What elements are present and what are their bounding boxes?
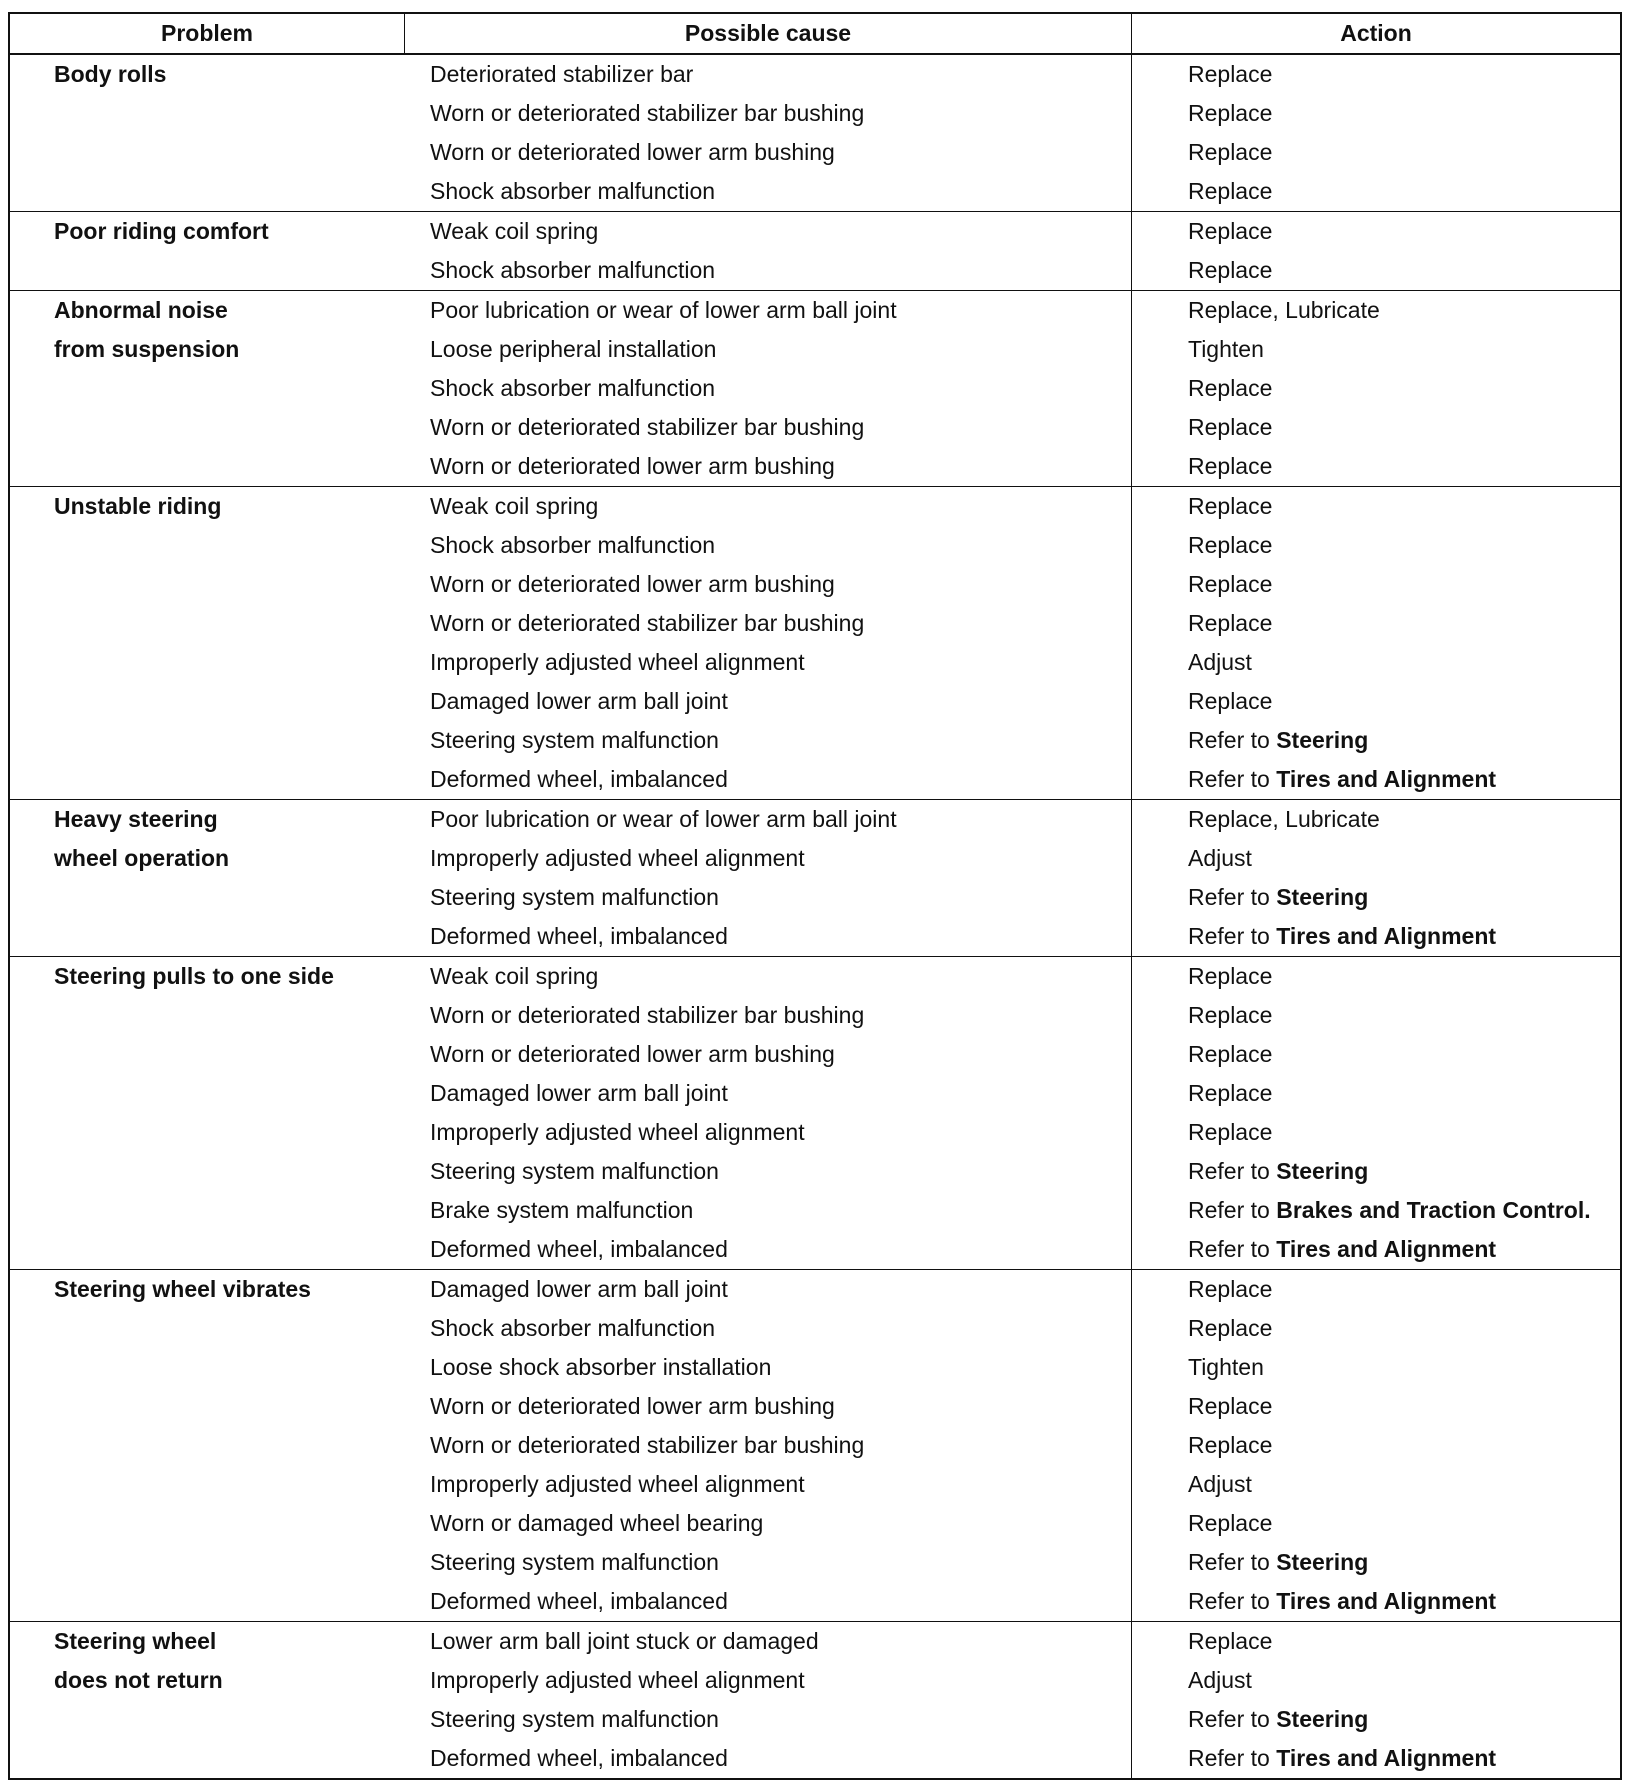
- action-cell: [1132, 493, 1620, 520]
- action-text: Refer to: [1188, 1197, 1270, 1223]
- cause-rows: [405, 291, 1620, 486]
- table-row: [405, 682, 1620, 721]
- table-row: [405, 369, 1620, 408]
- action-cell: [1132, 688, 1620, 715]
- problem-cell: [10, 487, 405, 799]
- table-body: [10, 55, 1620, 1778]
- action-text: Tighten: [1188, 1354, 1264, 1380]
- action-text: Refer to: [1188, 1158, 1270, 1184]
- table-row: [405, 760, 1620, 799]
- action-text: Replace: [1188, 1041, 1273, 1067]
- cause-cell: Deformed wheel, imbalanced: [405, 1230, 1132, 1269]
- action-cell: [1132, 1119, 1620, 1146]
- cause-cell: Shock absorber malfunction: [405, 1309, 1132, 1348]
- action-reference: Steering: [1276, 727, 1369, 753]
- action-text: Replace: [1188, 493, 1273, 519]
- action-text: Replace: [1188, 257, 1273, 283]
- action-cell: [1132, 218, 1620, 245]
- cause-cell: Improperly adjusted wheel alignment: [405, 839, 1132, 878]
- table-row: [405, 1270, 1620, 1309]
- problem-cell: [10, 957, 405, 1269]
- problem-text: from suspension: [54, 336, 240, 362]
- action-cell: [1132, 1510, 1620, 1537]
- action-text: Replace: [1188, 218, 1273, 244]
- table-row: [405, 996, 1620, 1035]
- cause-rows: [405, 800, 1620, 956]
- cause-cell: Worn or deteriorated lower arm bushing: [405, 1035, 1132, 1074]
- action-cell: [1132, 1706, 1620, 1733]
- problem-text: Abnormal noise: [54, 297, 228, 323]
- cause-cell: Shock absorber malfunction: [405, 369, 1132, 408]
- problem-text: Unstable riding: [54, 493, 222, 519]
- table-row: [405, 1661, 1620, 1700]
- problem-text: Body rolls: [54, 61, 167, 87]
- cause-cell: Improperly adjusted wheel alignment: [405, 1465, 1132, 1504]
- action-reference: Tires and Alignment: [1276, 1588, 1497, 1614]
- cause-cell: Worn or deteriorated stabilizer bar bushing: [405, 1426, 1132, 1465]
- action-text: Replace: [1188, 139, 1273, 165]
- cause-cell: Worn or deteriorated lower arm bushing: [405, 1387, 1132, 1426]
- cause-cell: Improperly adjusted wheel alignment: [405, 1113, 1132, 1152]
- cause-rows: [405, 55, 1620, 211]
- cause-cell: Improperly adjusted wheel alignment: [405, 643, 1132, 682]
- header-problem: Problem: [10, 14, 405, 53]
- action-reference: Steering: [1276, 1706, 1369, 1732]
- table-row: [405, 1230, 1620, 1269]
- action-cell: [1132, 1315, 1620, 1342]
- action-text: Refer to: [1188, 1588, 1270, 1614]
- action-cell: [1132, 963, 1620, 990]
- table-row: [405, 526, 1620, 565]
- problem-text: Steering wheel vibrates: [54, 1276, 311, 1302]
- action-text: Replace: [1188, 1393, 1273, 1419]
- action-cell: [1132, 1236, 1620, 1263]
- table-row: [405, 251, 1620, 290]
- action-cell: [1132, 139, 1620, 166]
- table-row: [405, 1348, 1620, 1387]
- header-possible-cause: Possible cause: [405, 14, 1132, 53]
- table-row: [405, 408, 1620, 447]
- problem-group: [10, 487, 1620, 800]
- action-text: Refer to: [1188, 884, 1270, 910]
- problem-text: Steering wheel: [54, 1628, 217, 1654]
- table-row: [405, 55, 1620, 94]
- cause-cell: Damaged lower arm ball joint: [405, 1270, 1132, 1309]
- problem-group: [10, 212, 1620, 291]
- action-text: Adjust: [1188, 649, 1252, 675]
- action-reference: Tires and Alignment: [1276, 923, 1497, 949]
- cause-cell: Loose shock absorber installation: [405, 1348, 1132, 1387]
- problem-group: [10, 800, 1620, 957]
- action-cell: [1132, 727, 1620, 754]
- action-text: Adjust: [1188, 845, 1252, 871]
- action-cell: [1132, 336, 1620, 363]
- action-cell: [1132, 257, 1620, 284]
- action-text: Refer to: [1188, 766, 1270, 792]
- action-text: Refer to: [1188, 923, 1270, 949]
- cause-cell: Worn or deteriorated stabilizer bar bushing: [405, 996, 1132, 1035]
- problem-text: does not return: [54, 1667, 223, 1693]
- table-row: [405, 330, 1620, 369]
- cause-rows: [405, 487, 1620, 799]
- action-cell: [1132, 1276, 1620, 1303]
- action-cell: [1132, 1432, 1620, 1459]
- action-reference: Tires and Alignment: [1276, 1745, 1497, 1771]
- action-cell: [1132, 923, 1620, 950]
- action-text: Refer to: [1188, 1745, 1270, 1771]
- action-text: Replace: [1188, 610, 1273, 636]
- problem-text: Steering pulls to one side: [54, 963, 334, 989]
- cause-cell: Brake system malfunction: [405, 1191, 1132, 1230]
- problem-cell: [10, 800, 405, 956]
- cause-cell: Steering system malfunction: [405, 721, 1132, 760]
- action-cell: [1132, 453, 1620, 480]
- action-text: Replace: [1188, 1002, 1273, 1028]
- cause-cell: Steering system malfunction: [405, 1152, 1132, 1191]
- action-cell: [1132, 766, 1620, 793]
- table-row: [405, 878, 1620, 917]
- action-text: Replace: [1188, 1628, 1273, 1654]
- cause-cell: Steering system malfunction: [405, 1700, 1132, 1739]
- cause-cell: Weak coil spring: [405, 212, 1132, 251]
- action-text: Replace: [1188, 1432, 1273, 1458]
- action-cell: [1132, 1667, 1620, 1694]
- action-text: Refer to: [1188, 1236, 1270, 1262]
- action-reference: Steering: [1276, 1549, 1369, 1575]
- action-cell: [1132, 297, 1620, 324]
- action-reference: Brakes and Traction Control.: [1276, 1197, 1591, 1223]
- problem-text: wheel operation: [54, 845, 230, 871]
- table-row: [405, 1191, 1620, 1230]
- action-cell: [1132, 375, 1620, 402]
- problem-cell: [10, 1622, 405, 1778]
- action-text: Replace: [1188, 1119, 1273, 1145]
- action-text: Replace: [1188, 1510, 1273, 1536]
- problem-group: [10, 957, 1620, 1270]
- action-cell: [1132, 1588, 1620, 1615]
- action-cell: [1132, 414, 1620, 441]
- cause-rows: [405, 212, 1620, 290]
- problem-text: Poor riding comfort: [54, 218, 269, 244]
- action-cell: [1132, 610, 1620, 637]
- cause-cell: Deteriorated stabilizer bar: [405, 55, 1132, 94]
- problem-group: [10, 291, 1620, 487]
- action-text: Replace: [1188, 1080, 1273, 1106]
- action-cell: [1132, 1471, 1620, 1498]
- table-row: [405, 1309, 1620, 1348]
- cause-cell: Loose peripheral installation: [405, 330, 1132, 369]
- action-text: Adjust: [1188, 1471, 1252, 1497]
- table-row: [405, 604, 1620, 643]
- table-row: [405, 917, 1620, 956]
- action-cell: [1132, 1393, 1620, 1420]
- problem-group: [10, 1622, 1620, 1778]
- cause-cell: Worn or deteriorated lower arm bushing: [405, 133, 1132, 172]
- table-row: [405, 1035, 1620, 1074]
- table-row: [405, 291, 1620, 330]
- cause-cell: Improperly adjusted wheel alignment: [405, 1661, 1132, 1700]
- cause-cell: Weak coil spring: [405, 487, 1132, 526]
- table-row: [405, 172, 1620, 211]
- action-text: Refer to: [1188, 1706, 1270, 1732]
- action-cell: [1132, 178, 1620, 205]
- table-row: [405, 447, 1620, 486]
- cause-rows: [405, 1270, 1620, 1621]
- action-cell: [1132, 1354, 1620, 1381]
- table-row: [405, 1152, 1620, 1191]
- cause-cell: Worn or deteriorated stabilizer bar bushing: [405, 94, 1132, 133]
- action-text: Refer to: [1188, 1549, 1270, 1575]
- action-text: Replace: [1188, 963, 1273, 989]
- action-text: Replace, Lubricate: [1188, 297, 1380, 323]
- cause-cell: Damaged lower arm ball joint: [405, 1074, 1132, 1113]
- cause-cell: Worn or damaged wheel bearing: [405, 1504, 1132, 1543]
- table-row: [405, 133, 1620, 172]
- cause-cell: Poor lubrication or wear of lower arm ball joint: [405, 800, 1132, 839]
- action-text: Replace: [1188, 414, 1273, 440]
- action-cell: [1132, 1002, 1620, 1029]
- problem-cell: [10, 212, 405, 290]
- action-text: Adjust: [1188, 1667, 1252, 1693]
- cause-rows: [405, 957, 1620, 1269]
- cause-cell: Deformed wheel, imbalanced: [405, 1582, 1132, 1621]
- action-text: Replace: [1188, 532, 1273, 558]
- problem-group: [10, 55, 1620, 212]
- cause-cell: Weak coil spring: [405, 957, 1132, 996]
- table-row: [405, 1426, 1620, 1465]
- action-cell: [1132, 1041, 1620, 1068]
- action-text: Tighten: [1188, 336, 1264, 362]
- cause-cell: Worn or deteriorated lower arm bushing: [405, 447, 1132, 486]
- table-row: [405, 721, 1620, 760]
- action-cell: [1132, 100, 1620, 127]
- table-row: [405, 212, 1620, 251]
- cause-cell: Deformed wheel, imbalanced: [405, 917, 1132, 956]
- action-cell: [1132, 1080, 1620, 1107]
- table-row: [405, 1543, 1620, 1582]
- table-row: [405, 487, 1620, 526]
- action-cell: [1132, 532, 1620, 559]
- table-row: [405, 839, 1620, 878]
- table-row: [405, 1074, 1620, 1113]
- cause-cell: Deformed wheel, imbalanced: [405, 1739, 1132, 1778]
- action-cell: [1132, 884, 1620, 911]
- cause-cell: Damaged lower arm ball joint: [405, 682, 1132, 721]
- action-text: Refer to: [1188, 727, 1270, 753]
- action-cell: [1132, 61, 1620, 88]
- cause-cell: Lower arm ball joint stuck or damaged: [405, 1622, 1132, 1661]
- action-text: Replace: [1188, 100, 1273, 126]
- table-row: [405, 1387, 1620, 1426]
- action-cell: [1132, 1745, 1620, 1772]
- problem-group: [10, 1270, 1620, 1622]
- action-text: Replace: [1188, 571, 1273, 597]
- action-reference: Tires and Alignment: [1276, 1236, 1497, 1262]
- cause-cell: Shock absorber malfunction: [405, 172, 1132, 211]
- table-row: [405, 800, 1620, 839]
- action-cell: [1132, 1158, 1620, 1185]
- problem-text: Heavy steering: [54, 806, 218, 832]
- action-text: Replace: [1188, 1315, 1273, 1341]
- table-row: [405, 643, 1620, 682]
- action-cell: [1132, 649, 1620, 676]
- action-cell: [1132, 1549, 1620, 1576]
- troubleshooting-table: [8, 12, 1622, 1780]
- action-cell: [1132, 845, 1620, 872]
- cause-cell: Worn or deteriorated stabilizer bar bushing: [405, 604, 1132, 643]
- table-row: [405, 94, 1620, 133]
- problem-cell: [10, 55, 405, 211]
- cause-cell: Shock absorber malfunction: [405, 251, 1132, 290]
- table-row: [405, 957, 1620, 996]
- action-text: Replace: [1188, 453, 1273, 479]
- action-text: Replace: [1188, 1276, 1273, 1302]
- cause-cell: Worn or deteriorated lower arm bushing: [405, 565, 1132, 604]
- table-row: [405, 565, 1620, 604]
- table-header: [10, 14, 1620, 55]
- action-reference: Steering: [1276, 1158, 1369, 1184]
- action-reference: Tires and Alignment: [1276, 766, 1497, 792]
- action-text: Replace: [1188, 61, 1273, 87]
- cause-cell: Poor lubrication or wear of lower arm ball joint: [405, 291, 1132, 330]
- action-text: Replace: [1188, 688, 1273, 714]
- table-row: [405, 1582, 1620, 1621]
- table-row: [405, 1465, 1620, 1504]
- action-text: Replace: [1188, 178, 1273, 204]
- problem-cell: [10, 1270, 405, 1621]
- cause-cell: Steering system malfunction: [405, 1543, 1132, 1582]
- cause-cell: Steering system malfunction: [405, 878, 1132, 917]
- cause-rows: [405, 1622, 1620, 1778]
- problem-cell: [10, 291, 405, 486]
- action-cell: [1132, 571, 1620, 598]
- action-cell: [1132, 1628, 1620, 1655]
- table-row: [405, 1739, 1620, 1778]
- table-row: [405, 1113, 1620, 1152]
- action-reference: Steering: [1276, 884, 1369, 910]
- action-cell: [1132, 806, 1620, 833]
- cause-cell: Deformed wheel, imbalanced: [405, 760, 1132, 799]
- cause-cell: Worn or deteriorated stabilizer bar bushing: [405, 408, 1132, 447]
- cause-cell: Shock absorber malfunction: [405, 526, 1132, 565]
- table-row: [405, 1622, 1620, 1661]
- action-cell: [1132, 1197, 1620, 1224]
- table-row: [405, 1700, 1620, 1739]
- table-row: [405, 1504, 1620, 1543]
- action-text: Replace, Lubricate: [1188, 806, 1380, 832]
- action-text: Replace: [1188, 375, 1273, 401]
- header-action: Action: [1340, 20, 1412, 46]
